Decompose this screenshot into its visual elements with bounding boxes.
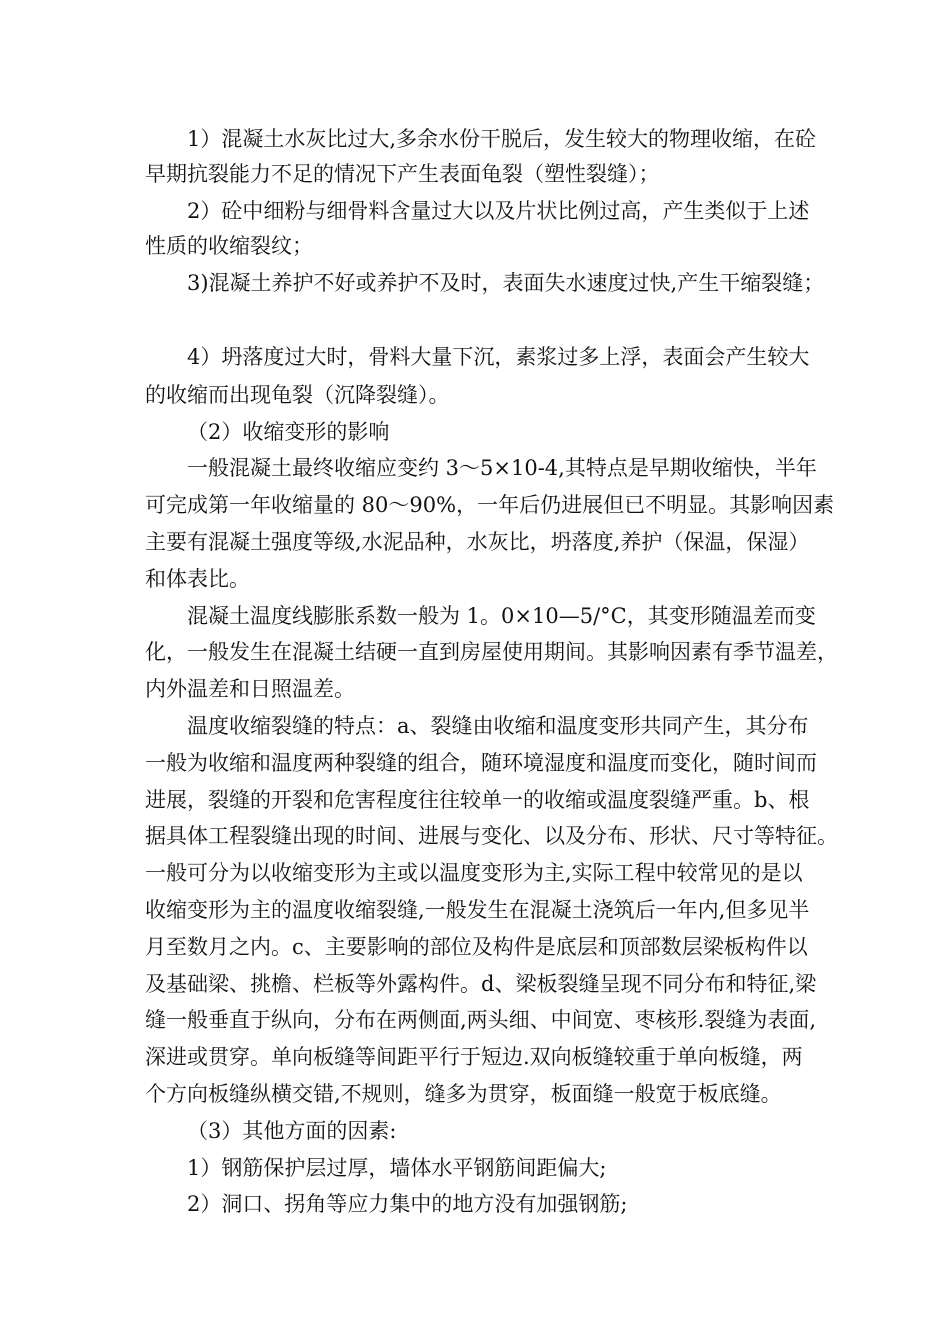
text-line: 内外温差和日照温差。: [145, 677, 355, 701]
text-line: 4）坍落度过大时，骨料大量下沉，素浆过多上浮，表面会产生较大: [187, 345, 810, 369]
text-line: 个方向板缝纵横交错,不规则，缝多为贯穿，板面缝一般宽于板底缝。: [145, 1082, 782, 1106]
text-line: 2）砼中细粉与细骨料含量过大以及片状比例过高，产生类似于上述: [187, 199, 810, 223]
text-line: 进展，裂缝的开裂和危害程度往往较单一的收缩或温度裂缝严重。b、根: [145, 788, 810, 812]
text-line: 混凝土温度线膨胀系数一般为 1。0×10—5/°C，其变形随温差而变: [187, 604, 816, 628]
text-line: 深进或贯穿。单向板缝等间距平行于短边.双向板缝较重于单向板缝，两: [145, 1045, 803, 1069]
text-line: 1）混凝土水灰比过大,多余水份干脱后，发生较大的物理收缩，在砼: [187, 127, 817, 151]
section-heading: （3）其他方面的因素:: [187, 1119, 397, 1143]
text-line: 和体表比。: [145, 567, 250, 591]
text-line: 的收缩而出现龟裂（沉降裂缝）。: [145, 383, 450, 407]
text-line: 一般为收缩和温度两种裂缝的组合，随环境湿度和温度而变化，随时间而: [145, 751, 817, 775]
text-line: 一般可分为以收缩变形为主或以温度变形为主,实际工程中较常见的是以: [145, 861, 803, 885]
text-line: 化，一般发生在混凝土结硬一直到房屋使用期间。其影响因素有季节温差，: [145, 640, 838, 664]
text-line: 主要有混凝土强度等级,水泥品种，水灰比，坍落度,养护（保温，保湿）: [145, 530, 810, 554]
text-line: 据具体工程裂缝出现的时间、进展与变化、以及分布、形状、尺寸等特征。: [145, 824, 838, 848]
text-line: 温度收缩裂缝的特点：a、裂缝由收缩和温度变形共同产生，其分布: [187, 714, 809, 738]
text-line: 及基础梁、挑檐、栏板等外露构件。d、梁板裂缝呈现不同分布和特征,梁: [145, 972, 817, 996]
text-line: 一般混凝土最终收缩应变约 3～5×10-4,其特点是早期收缩快，半年: [187, 456, 817, 480]
text-line: 可完成第一年收缩量的 80～90%，一年后仍进展但已不明显。其影响因素: [145, 493, 835, 517]
text-line: 性质的收缩裂纹；: [145, 234, 313, 258]
text-line: 3)混凝土养护不好或养护不及时，表面失水速度过快,产生干缩裂缝；: [187, 271, 825, 295]
text-line: 2）洞口、拐角等应力集中的地方没有加强钢筋;: [187, 1192, 628, 1216]
section-heading: （2）收缩变形的影响: [187, 420, 390, 444]
text-line: 早期抗裂能力不足的情况下产生表面龟裂（塑性裂缝）；: [145, 162, 660, 186]
text-line: 月至数月之内。c、主要影响的部位及构件是底层和顶部数层梁板构件以: [145, 935, 808, 959]
text-line: 1）钢筋保护层过厚，墙体水平钢筋间距偏大;: [187, 1156, 607, 1180]
text-line: 缝一般垂直于纵向，分布在两侧面,两头细、中间宽、枣核形.裂缝为表面,: [145, 1008, 817, 1032]
text-line: 收缩变形为主的温度收缩裂缝,一般发生在混凝土浇筑后一年内,但多见半: [145, 898, 810, 922]
